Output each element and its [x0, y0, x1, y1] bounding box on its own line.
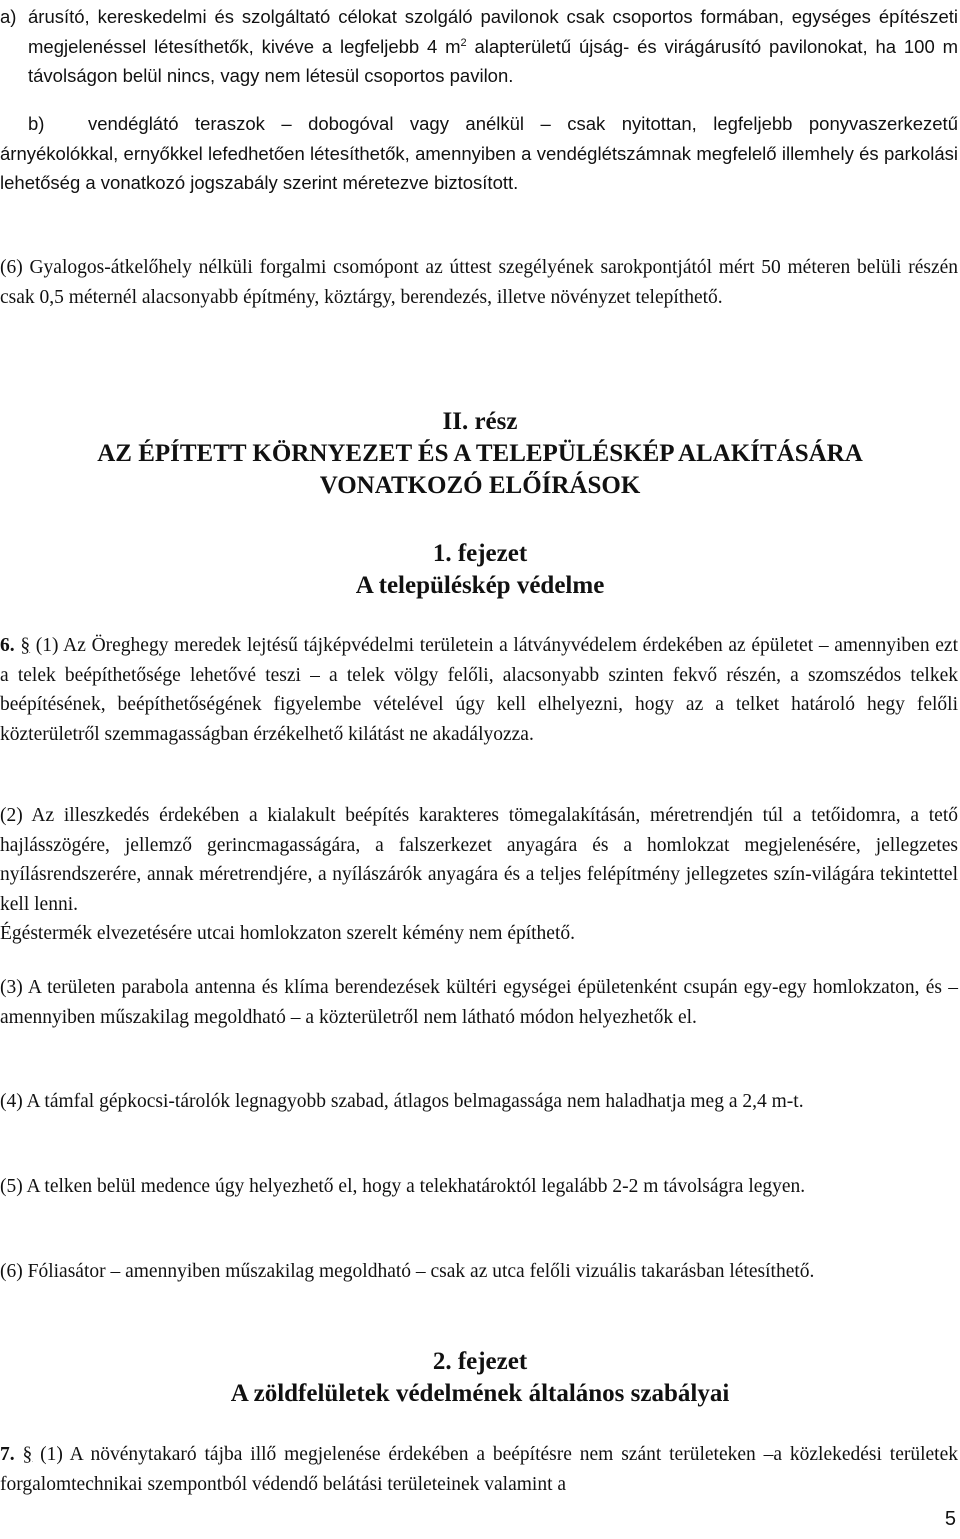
part-title-line1: AZ ÉPÍTETT KÖRNYEZET ÉS A TELEPÜLÉSKÉP ALAKÍTÁSÁRA: [97, 440, 863, 467]
section6-paragraph-1: [0, 631, 958, 749]
chapter1-number: 1. fejezet: [432, 540, 528, 567]
part-number: II. rész: [442, 408, 518, 435]
list-label-a: a): [0, 6, 17, 27]
list-item-a: [0, 2, 958, 91]
chapter2-title: A zöldfelületek védelmének általános szabályai: [230, 1380, 730, 1407]
part-title-line2: VONATKOZÓ ELŐÍRÁSOK: [319, 472, 641, 499]
section6-p2a-text: (2) Az illeszkedés érdekében a kialakult beépítés karakteres tömegalakításán, méretrendjén túl a tetőidomra, a tető hajlásszögére, jellemző gerincmagasságára, a falszerkezet anyagára és a homlokzat megjelenésére, jellegzetes nyílásrendszerére, annak méretrendjére, a nyílászárók anyagára és a teljes felépítmény jellegzetes szín-világára tekintettel kell lenni.: [0, 805, 958, 915]
section6-number: 6.: [0, 635, 15, 656]
chapter2-number: 2. fejezet: [432, 1348, 528, 1375]
chapter1-title: A településkép védelme: [355, 572, 605, 599]
list-text-b: [0, 109, 958, 198]
page-number: 5: [944, 1508, 956, 1530]
section-sign: §: [22, 1444, 33, 1465]
list-text-a-2: alapterületű újság- és virágárusító pavilonokat, ha 100 m távolságon belül nincs, vagy nem létesül csoportos pavilon.: [28, 35, 958, 86]
section-sign: §: [20, 635, 31, 656]
section6-paragraph-2: [0, 801, 958, 949]
list-text-b-content: vendéglátó teraszok – dobogóval vagy anélkül – csak nyitottan, legfeljebb ponyvaszerkezetű árnyékolókkal, ernyőkkel lefedhetően létesíthetők, amennyiben a vendéglétszámnak megfelelő illemhely és parkolási lehetőség a vonatkozó jogszabály szerint méretezve biztosított.: [0, 113, 958, 193]
list-item-b: [0, 109, 958, 198]
list-label-b: b): [28, 113, 45, 134]
list-text-a-wrap: [28, 2, 958, 91]
section6-paragraph-3: (3) A területen parabola antenna és klíma berendezések kültéri egységei épületenként csupán egy-egy homlokzaton, és – amennyiben műszakilag megoldható – a közterületről nem látható módon helyezhetők el.: [0, 977, 958, 1028]
section7-number: 7.: [0, 1444, 15, 1465]
section6-paragraph-6: (6) Fóliasátor – amennyiben műszakilag megoldható – csak az utca felőli vizuális takarásban létesíthető.: [0, 1261, 815, 1282]
section6-p2b-text: Égéstermék elvezetésére utcai homlokzaton szerelt kémény nem építhető.: [0, 923, 576, 944]
list-text-a-1: árusító, kereskedelmi és szolgáltató célokat szolgáló pavilonok csak csoportos formában, egységes építészeti megjelenéssel létesíthetők, kivéve a legfeljebb 4 m: [28, 6, 958, 57]
section6-p1-text: (1) Az Öreghegy meredek lejtésű tájképvédelmi területein a látványvédelem érdekében az épületet – amennyiben ezt a telek beépíthetősége lehetővé teszi – a telek völgy felőli, alacsonyabb szinten fekvő részén, a szomszédos telkek beépítésének, beépíthetőségének figyelembe vételével úgy kell elhelyezni, hogy az a telket határoló hegy felőli közterületről szemmagasságban érzékelhető kilátást ne akadályozza.: [0, 635, 958, 745]
superscript-2: 2: [460, 36, 467, 49]
paragraph-6: (6) Gyalogos-átkelőhely nélküli forgalmi csomópont az úttest szegélyének sarokpontjától mért 50 méteren belüli részén csak 0,5 méternél alacsonyabb építmény, köztárgy, berendezés, illetve növényzet telepíthető.: [0, 257, 958, 308]
section7-p1-text: (1) A növénytakaró tájba illő megjelenése érdekében a beépítésre nem szánt területeken –a közlekedési területek forgalomtechnikai szempontból védendő belátási területeinek valamint a: [0, 1444, 959, 1495]
section6-paragraph-4: (4) A támfal gépkocsi-tárolók legnagyobb szabad, átlagos belmagassága nem haladhatja meg a 2,4 m-t.: [0, 1091, 804, 1112]
section6-paragraph-5: (5) A telken belül medence úgy helyezhető el, hogy a telekhatároktól legalább 2-2 m távolságra legyen.: [0, 1176, 806, 1197]
section7-paragraph-1: [0, 1440, 958, 1499]
